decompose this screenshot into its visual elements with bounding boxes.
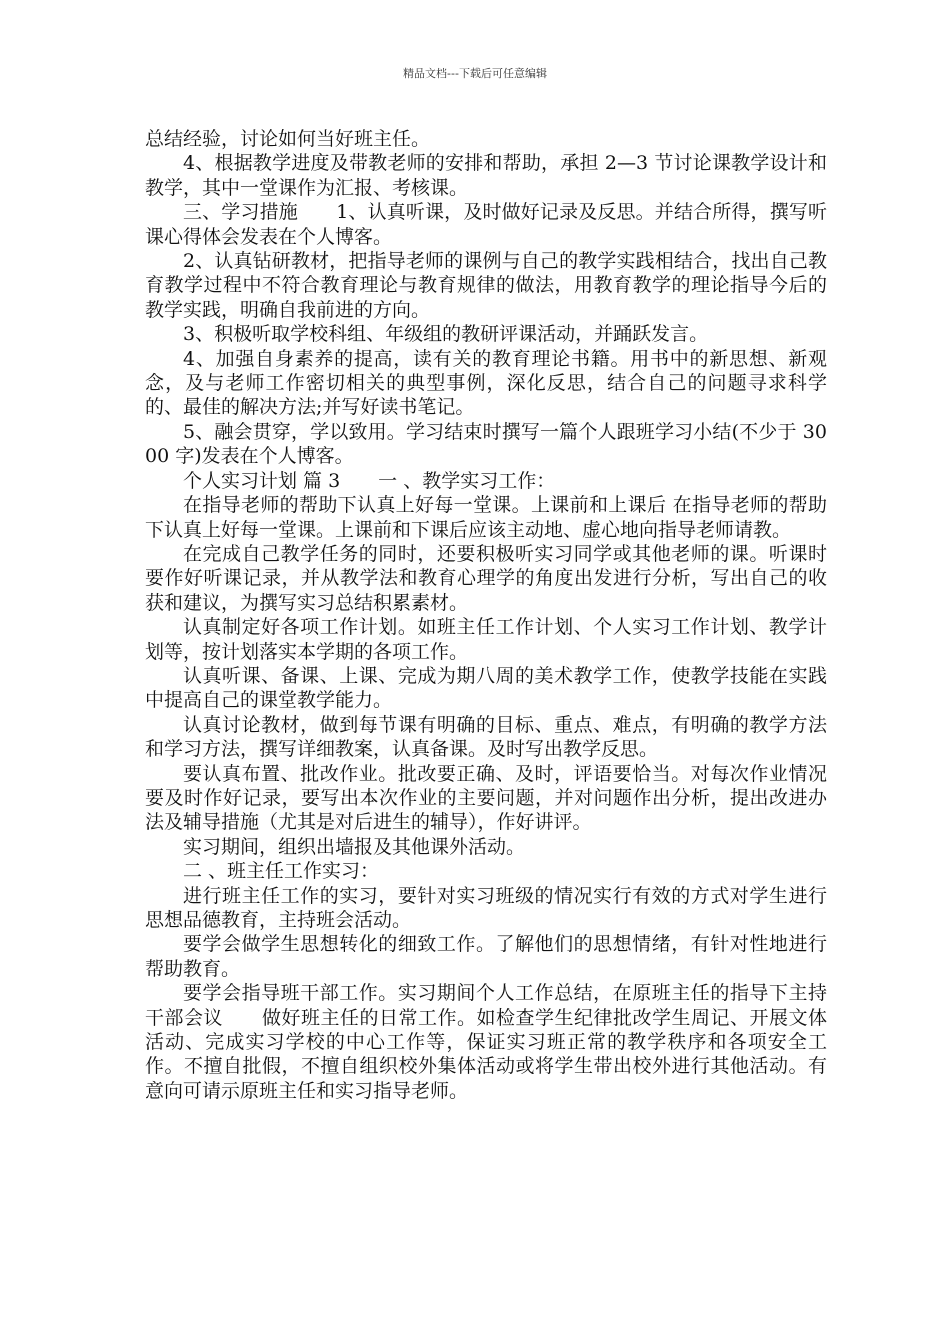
paragraph-7: 5、融会贯穿，学以致用。学习结束时撰写一篇个人跟班学习小结(不少于 3000 字)发表在个人博客。	[145, 420, 827, 468]
section-heading-plan-3: 个人实习计划 篇 3 一 、教学实习工作：	[183, 469, 556, 492]
paragraph-1: 总结经验，讨论如何当好班主任。	[145, 128, 431, 150]
paragraph-10: 在完成自己教学任务的同时，还要积极听实习同学或其他老师的课。听课时要作好听课记录，并从教学法和教育心理学的角度出发进行分析，写出自己的收获和建议，为撰写实习总结积累素材。	[145, 542, 827, 614]
page-header: 精品文档---下载后可任意编辑	[403, 67, 547, 80]
paragraph-3: 三、学习措施 1、认真听课，及时做好记录及反思。并结合所得，撰写听课心得体会发表在个人博客。	[145, 201, 827, 248]
paragraph-2: 4、根据教学进度及带教老师的安排和帮助，承担 2—3 节讨论课教学设计和教学，其中一堂课作为汇报、考核课。	[145, 152, 827, 199]
paragraph-12: 认真听课、备课、上课、完成为期八周的美术教学工作，使教学技能在实践中提高自己的课堂教学能力。	[145, 664, 827, 712]
document-body	[145, 127, 827, 1103]
paragraph-4: 2、认真钻研教材，把指导老师的课例与自己的教学实践相结合，找出自己教育教学过程中不符合教育理论与教育规律的做法，用教育教学的理论指导今后的教学实践，明确自我前进的方向。	[145, 250, 827, 321]
paragraph-18: 要学会做学生思想转化的细致工作。了解他们的思想情绪，有针对性地进行帮助教育。	[145, 933, 827, 980]
paragraph-17: 进行班主任工作的实习，要针对实习班级的情况实行有效的方式对学生进行思想品德教育，主持班会活动。	[145, 884, 827, 931]
paragraph-9: 在指导老师的帮助下认真上好每一堂课。上课前和上课后 在指导老师的帮助下认真上好每一堂课。上课前和下课后应该主动地、虚心地向指导老师请教。	[145, 494, 827, 541]
paragraph-15: 实习期间，组织出墙报及其他课外活动。	[183, 835, 526, 858]
paragraph-13: 认真讨论教材，做到每节课有明确的目标、重点、难点，有明确的教学方法和学习方法，撰写详细教案，认真备课。及时写出教学反思。	[145, 713, 827, 761]
paragraph-14: 要认真布置、批改作业。批改要正确、及时，评语要恰当。对每次作业情况要及时作好记录，要写出本次作业的主要问题，并对问题作出分析，提出改进办法及辅导措施（尤其是对后进生的辅导），作好讲评。	[145, 762, 827, 834]
paragraph-6: 4、加强自身素养的提高，读有关的教育理论书籍。用书中的新思想、新观念，及与老师工作密切相关的典型事例，深化反思，结合自己的问题寻求科学的、最佳的解决方法;并写好读书笔记。	[145, 347, 827, 419]
section-heading-class-teacher: 二 、班主任工作实习：	[183, 860, 380, 883]
paragraph-19: 要学会指导班干部工作。实习期间个人工作总结，在原班主任的指导下主持干部会议 做好班主任的日常工作。如检查学生纪律批改学生周记、开展文体活动、完成实习学校的中心工作等，保证实习班正常的教学秩序和各项安全工作。不擅自批假，不擅自组织校外集体活动或将学生带出校外进行其他活动。有意向可请示原班主任和实习指导老师。	[145, 982, 827, 1102]
paragraph-5: 3、积极听取学校科组、年级组的教研评课活动，并踊跃发言。	[183, 323, 709, 346]
paragraph-11: 认真制定好各项工作计划。如班主任工作计划、个人实习工作计划、教学计划等，按计划落实本学期的各项工作。	[145, 616, 827, 663]
